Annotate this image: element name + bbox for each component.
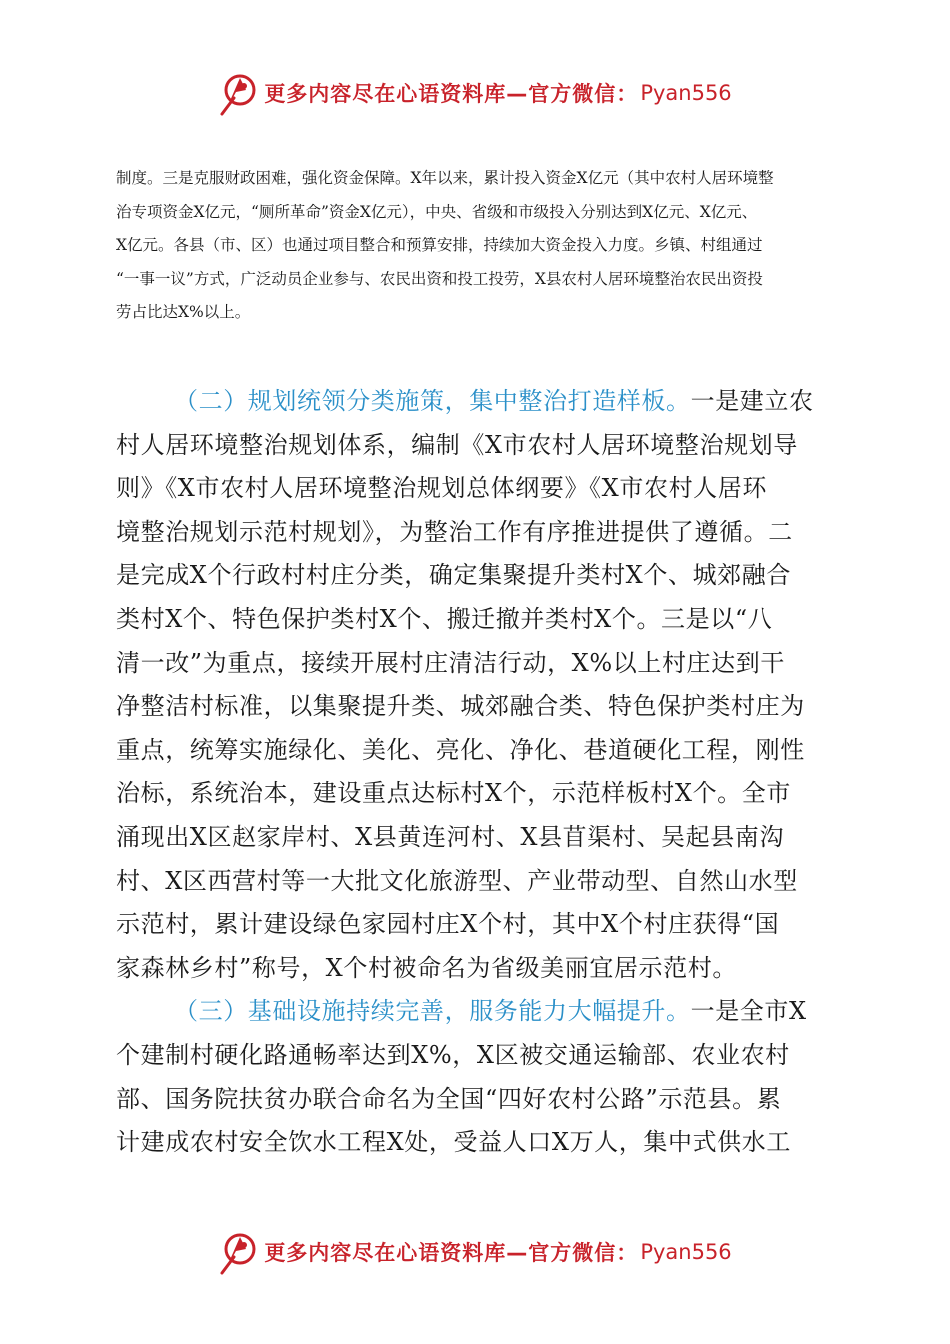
text-line: 计建成农村安全饮水工程X处，受益人口X万人，集中式供水工 (116, 1128, 791, 1157)
logo-icon (218, 70, 258, 116)
text-line: 部、国务院扶贫办联合命名为全国“四好农村公路”示范县。累 (116, 1084, 782, 1113)
wechat-id: Pyan556 (640, 1240, 732, 1264)
text-line: 清一改”为重点，接续开展村庄清洁行动，X%以上村庄达到干 (116, 648, 785, 677)
text-line: 制度。三是克服财政困难，强化资金保障。X年以来，累计投入资金X亿元（其中农村人居环境整 (116, 169, 774, 187)
text-line: 类村X个、特色保护类村X个、搬迁撤并类村X个。三是以“八 (116, 604, 773, 633)
section-3-heading: （三）基础设施持续完善，服务能力大幅提升。 (174, 997, 691, 1026)
text-line: 劳占比达X%以上。 (116, 303, 251, 322)
main-body (116, 380, 846, 1165)
text-line: 治标，系统治本，建设重点达标村X个，示范样板村X个。全市 (116, 779, 791, 808)
section-2-heading: （二）规划统领分类施策，集中整治打造样板。 (174, 387, 691, 415)
logo-icon (218, 1229, 258, 1275)
text-line: 净整洁村标准，以集聚提升类、城郊融合类、特色保护类村庄为 (116, 692, 805, 721)
text-span: 一是建立农 (690, 387, 814, 415)
text-line: 村人居环境整治规划体系，编制《X市农村人居环境整治规划导 (116, 430, 798, 459)
text-line: 治专项资金X亿元，“厕所革命”资金X亿元），中央、省级和市级投入分别达到X亿元、X亿元、 (116, 202, 758, 221)
text-span: 一是全市X (690, 997, 807, 1026)
top-banner (0, 68, 950, 118)
bottom-banner (0, 1227, 950, 1277)
text-line: 境整治规划示范村规划》，为整治工作有序推进提供了遵循。二 (116, 517, 793, 546)
text-line: 家森林乡村”称号，X个村被命名为省级美丽宜居示范村。 (116, 953, 737, 982)
text-line: 是完成X个行政村村庄分类，确定集聚提升类村X个、城郊融合 (116, 561, 791, 590)
section-3-first-line (116, 990, 846, 1034)
text-line: 示范村，累计建设绿色家园村庄X个村，其中X个村庄获得“国 (116, 910, 780, 939)
text-line: 涌现出X区赵家岸村、X县黄连河村、X县苜渠村、吴起县南沟 (116, 822, 785, 851)
paragraph-continuation (116, 162, 836, 330)
section-2-first-line (116, 380, 846, 424)
text-line: 重点，统筹实施绿化、美化、亮化、净化、巷道硬化工程，刚性 (116, 735, 805, 764)
text-line: X亿元。各县（市、区）也通过项目整合和预算安排，持续加大资金投入力度。乡镇、村组通过 (116, 236, 763, 255)
text-line: 个建制村硬化路通畅率达到X%，X区被交通运输部、农业农村 (116, 1040, 790, 1069)
text-line: 则》《X市农村人居环境整治规划总体纲要》《X市农村人居环 (116, 474, 767, 503)
text-line: 村、X区西营村等一大批文化旅游型、产业带动型、自然山水型 (116, 866, 798, 895)
banner-text: 更多内容尽在心语资料库—官方微信： (264, 82, 639, 106)
text-line: “一事一议”方式，广泛动员企业参与、农民出资和投工投劳，X县农村人居环境整治农民出资投 (116, 269, 763, 288)
banner-text: 更多内容尽在心语资料库—官方微信： (264, 1241, 639, 1265)
wechat-id: Pyan556 (640, 81, 732, 105)
